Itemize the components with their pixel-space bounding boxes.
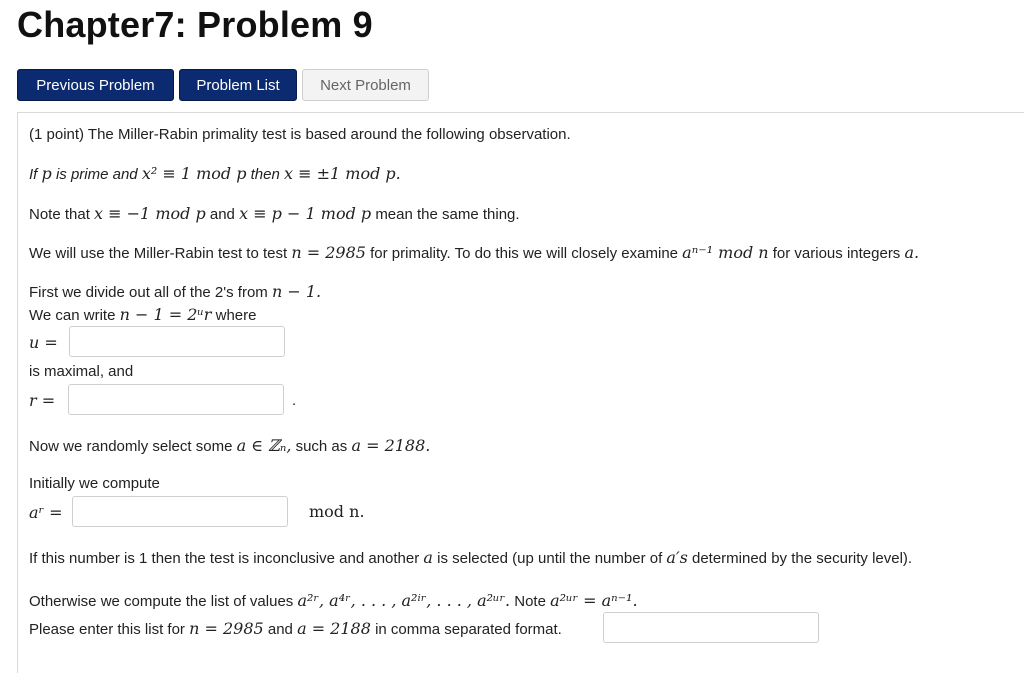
intro-text: (1 point) The Miller-Rabin primality test is based around the following observation. [29,126,571,143]
enter-and: and [267,621,293,638]
use-prefix: We will use the Miller-Rabin test to test [29,245,288,262]
otherwise-expr: a²ᵘʳ = aⁿ⁻¹. [550,591,638,610]
inconclusive-mid: is selected (up until the number of [437,550,663,567]
use-n: n = 2985 [291,243,366,262]
obs-p: p [41,164,52,183]
enter-line [29,619,562,638]
mod-n-text: mod n. [309,502,365,521]
obs-is-prime: is prime and [55,166,138,183]
write-suffix: where [215,307,257,324]
inconclusive-suffix: determined by the security level). [691,550,913,567]
next-problem-button[interactable]: Next Problem [302,69,429,101]
u-label: u = [29,333,58,352]
select-mid: such as [295,438,348,455]
select-expr: a ∈ ℤₙ, [236,436,292,455]
r-input[interactable] [68,384,284,415]
ar-input[interactable] [72,496,288,527]
write-line [29,305,256,324]
obs-then: then [250,166,280,183]
ar-label: aʳ = [29,503,63,522]
note-expr1: x ≡ −1 mod p [94,204,206,223]
obs-if: If [29,166,38,183]
inconclusive-line [29,548,912,567]
inconclusive-a: a [423,548,433,567]
list-input[interactable] [603,612,819,643]
maximal-text: is maximal, and [29,363,134,380]
write-prefix: We can write [29,307,116,324]
select-line [29,436,430,455]
use-mid: for primality. To do this we will closely examine [370,245,678,262]
use-line [29,243,919,262]
u-input[interactable] [69,326,285,357]
obs-expr2: x ≡ ±1 mod p. [284,164,401,183]
otherwise-note: Note [514,593,546,610]
inconclusive-as: a′s [666,548,688,567]
observation-line [29,164,401,183]
divide-expr: n − 1. [271,282,322,301]
note-expr2: x ≡ p − 1 mod p [239,204,372,223]
select-prefix: Now we randomly select some [29,438,233,455]
previous-problem-button[interactable]: Previous Problem [17,69,174,101]
enter-suffix: in comma separated format. [375,621,562,638]
r-period: . [292,392,297,409]
use-expr: aⁿ⁻¹ mod n [682,243,769,262]
r-label: r = [29,391,56,410]
page-title: Chapter7: Problem 9 [17,4,373,45]
otherwise-list: a²ʳ, a⁴ʳ, . . . , a²ⁱʳ, . . . , a²ᵘʳ. [297,591,511,610]
otherwise-line [29,591,638,610]
enter-prefix: Please enter this list for [29,621,185,638]
write-expr: n − 1 = 2ᵘr [119,305,212,324]
divide-line [29,282,321,301]
note-line [29,204,520,223]
compute-text: Initially we compute [29,475,160,492]
obs-expr1: x² ≡ 1 mod p [141,164,247,183]
divide-prefix: First we divide out all of the 2's from [29,284,268,301]
use-suffix: for various integers [772,245,901,262]
enter-a: a = 2188 [297,619,371,638]
problem-list-button[interactable]: Problem List [179,69,297,101]
select-a: a = 2188. [351,436,431,455]
enter-n: n = 2985 [189,619,264,638]
note-prefix: Note that [29,206,90,223]
inconclusive-prefix: If this number is 1 then the test is inconclusive and another [29,550,420,567]
note-suffix: mean the same thing. [375,206,520,223]
note-and: and [209,206,235,223]
otherwise-prefix: Otherwise we compute the list of values [29,593,294,610]
use-a: a. [904,243,920,262]
